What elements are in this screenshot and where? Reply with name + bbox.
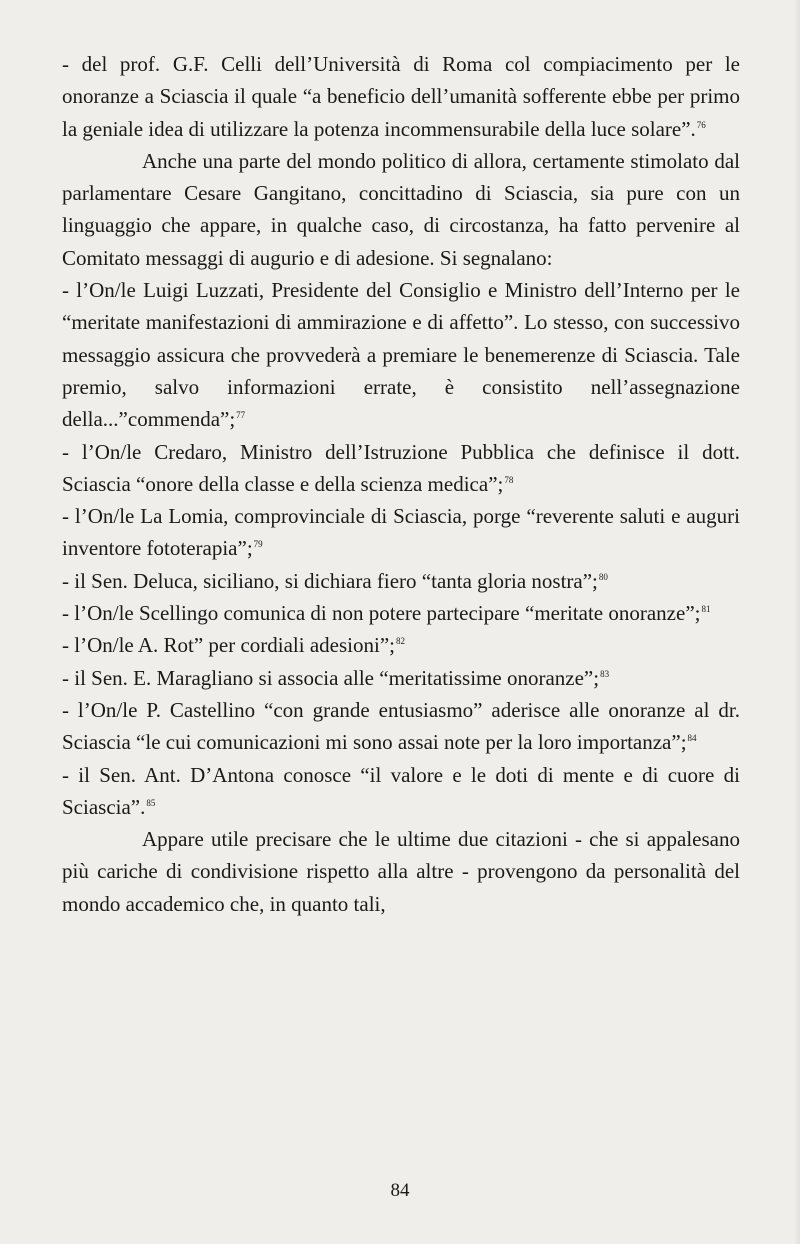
paragraph-text: - il Sen. Deluca, siciliano, si dichiara fiero “tanta gloria nostra”; <box>62 568 598 593</box>
paragraph-luzzati <box>62 274 740 435</box>
page-number: 84 <box>390 1180 410 1201</box>
paragraph-text: - il Sen. E. Maragliano si associa alle “meritatissime onoranze”; <box>62 665 600 690</box>
paragraph-text: - l’On/le P. Castellino “con grande entusiasmo” aderisce alle onoranze al dr. Sciascia “le cui comunicazioni mi sono assai note per la loro importanza”; <box>62 697 740 755</box>
paragraph-text: - l’On/le La Lomia, comprovinciale di Sciascia, porge “reverente saluti e auguri inventore fototerapia”; <box>62 504 740 561</box>
footnote-ref[interactable]: 83 <box>600 668 610 679</box>
paragraph-credaro <box>62 436 740 501</box>
paragraph-text: - l’On/le Luigi Luzzati, Presidente del Consiglio e Ministro dell’Interno per le “meritate manifestazioni di ammirazione e di affetto”. Lo stesso, con successivo messaggio assicura che provvederà a premiare le benemerenze di Sciascia. Tale premio, salvo informazioni errate, è consistito nell’assegnazione della...”commenda”; <box>62 278 740 432</box>
paragraph-celli <box>62 48 740 145</box>
paragraph-conclusion <box>62 823 740 920</box>
footnote-ref[interactable]: 76 <box>696 119 706 130</box>
body-text <box>62 48 740 920</box>
paragraph-maragliano <box>62 662 740 694</box>
paragraph-text: - l’On/le A. Rot” per cordiali adesioni”; <box>62 633 395 658</box>
paragraph-castellino <box>62 694 740 759</box>
footnote-ref[interactable]: 81 <box>701 604 711 615</box>
paragraph-text: - il Sen. Ant. D’Antona conosce “il valore e le doti di mente e di cuore di Sciascia”. <box>62 762 740 819</box>
footnote-ref[interactable]: 80 <box>598 571 608 582</box>
paragraph-text: Anche una parte del mondo politico di allora, certamente stimolato dal parlamentare Cesare Gangitano, concittadino di Sciascia, sia pure con un linguaggio che appare, in qualche caso, di circostanza, ha fatto pervenire al Comitato messaggi di augurio e di adesione. Si segnalano: <box>62 148 740 270</box>
paragraph-la-lomia <box>62 500 740 565</box>
footnote-ref[interactable]: 84 <box>687 733 697 744</box>
paragraph-text: - del prof. G.F. Celli dell’Università di Roma col compiacimento per le onoranze a Sciascia il quale “a beneficio dell’umanità sofferente ebbe per primo la geniale idea di utilizzare la potenza incommensurabile della luce solare”. <box>62 52 740 141</box>
paragraph-text: - l’On/le Credaro, Ministro dell’Istruzione Pubblica che definisce il dott. Sciascia “onore della classe e della scienza medica”; <box>62 439 740 496</box>
footnote-ref[interactable]: 79 <box>253 539 263 550</box>
paragraph-scellingo <box>62 597 740 629</box>
footnote-ref[interactable]: 78 <box>504 474 514 485</box>
paragraph-text: Appare utile precisare che le ultime due citazioni - che si appalesano più cariche di condivisione rispetto alla altre - provengono da personalità del mondo accademico che, in quanto tali, <box>62 827 740 916</box>
footnote-ref[interactable]: 82 <box>396 636 405 647</box>
paragraph-rot <box>62 629 740 661</box>
footnote-ref[interactable]: 85 <box>146 797 156 808</box>
page-edge-shadow <box>794 0 800 1244</box>
paragraph-deluca <box>62 565 740 597</box>
paragraph-dantona <box>62 759 740 824</box>
footnote-ref[interactable]: 77 <box>236 410 246 421</box>
paragraph-political-world <box>62 145 740 274</box>
paragraph-text: - l’On/le Scellingo comunica di non potere partecipare “meritate onoranze”; <box>62 601 701 626</box>
